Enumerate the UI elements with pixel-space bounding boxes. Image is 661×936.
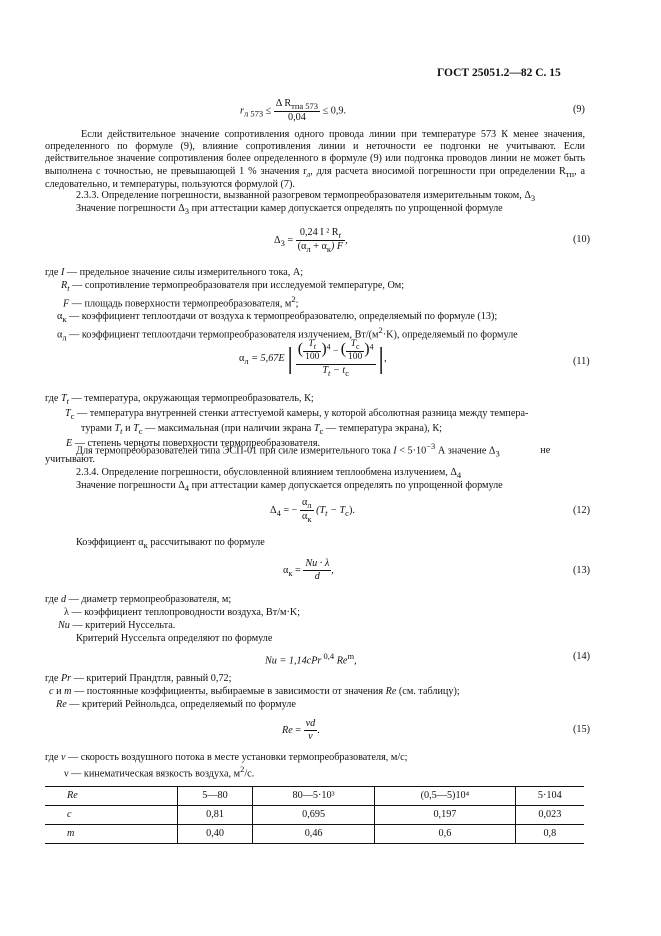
paragraph: Если действительное значение сопротивления одного провода линии при температуре 573 К менее значения, определенного по формуле (9), влияние сопротивления линии и неточности ее подгонки не учитывают. Если действительное значение сопротивления более определенного в формуле (9) или подгонка проводов линии не может быть выполнена с точностью, не превышающей 1 % значения $r_л$, для расчета вносимой погрешности при определении $R_{тп}$, а следовательно, и температуры, пользуются формулой (7). bbox=[45, 129, 585, 190]
formula-14: Nu = 1,14cPr $^{0,4}$ Re$^m$, bbox=[265, 651, 357, 667]
formula-number: (15) bbox=[573, 724, 590, 735]
where-list: где $T_t$ — температура, окружающая термопреобразователь, К; $T_c$ — температура внутренней стенки аттестуемой камеры, у которой абсолютная разница между темпера- турами $T_t$ и $T_c$ — максимальная (при наличии экрана $T_c$ — температура экрана), К; E — степень черноты поверхности термопреобразователя. bbox=[45, 393, 529, 449]
table-cell: 5·104 bbox=[515, 787, 584, 806]
table-cell: c bbox=[45, 806, 178, 825]
table-cell: 0,46 bbox=[253, 825, 375, 844]
section-2-3-4: 2.3.4. Определение погрешности, обусловленной влиянием теплообмена излучением, $\Delta_4$ bbox=[76, 467, 462, 481]
table-cell: 0,197 bbox=[375, 806, 515, 825]
table-cell: 0,023 bbox=[515, 806, 584, 825]
formula-number: (12) bbox=[573, 505, 590, 516]
table-cell: m bbox=[45, 825, 178, 844]
table-cell: 0,40 bbox=[178, 825, 253, 844]
where-list: где v — скорость воздушного потока в месте установки термопреобразователя, м/с; ν — кинематическая вязкость воздуха, $м^2/с$. bbox=[45, 752, 408, 780]
paragraph: Коэффициент $\alpha_к$ рассчитывают по формуле bbox=[76, 537, 265, 551]
table-cell: 80—5·10³ bbox=[253, 787, 375, 806]
formula-number: (13) bbox=[573, 565, 590, 576]
paragraph: Для термопреобразователей типа ЭСП-01 при силе измерительного тока $I < 5\cdot 10^{-3}$ А значение $\Delta_3$ не bbox=[76, 441, 551, 459]
table-cell: Re bbox=[45, 787, 178, 806]
paragraph: Значение погрешности $\Delta_4$ при аттестации камер допускается определять по упрощенной формуле bbox=[76, 480, 503, 494]
formula-11: $\alpha_л = 5,67E$ | ( $\frac{T_t}{100}$ )$^4$ − ( $\frac{T_c}{100}$ )$^4$ $T_t - t_c$ |, bbox=[239, 339, 387, 378]
table-cell: 0,8 bbox=[515, 825, 584, 844]
page-header: ГОСТ 25051.2—82 С. 15 bbox=[437, 67, 561, 79]
where-list: где d — диаметр термопреобразователя, м; λ — коэффициент теплопроводности воздуха, Вт/м·K; Nu — критерий Нуссельта. Критерий Нуссельта определяют по формуле bbox=[45, 594, 301, 645]
table-cell: 0,6 bbox=[375, 825, 515, 844]
formula-number: (9) bbox=[573, 104, 585, 115]
table-row bbox=[45, 806, 584, 825]
formula-number: (14) bbox=[573, 651, 590, 662]
table-row bbox=[45, 787, 584, 806]
formula-13: $\alpha_к$ = $\frac{Nu \cdot \lambda}{d}$ , bbox=[283, 558, 334, 583]
table-cell: 5—80 bbox=[178, 787, 253, 806]
table-row bbox=[45, 825, 584, 844]
formula-9: $r_{л 573}$ ≤ $\frac{\Delta R_{тпа 573}}{0,04}$ ≤ 0,9. bbox=[240, 98, 347, 124]
paragraph: Значение погрешности $\Delta_3$ при аттестации камер допускается определять по упрощенной формуле bbox=[76, 203, 503, 217]
table-cell: 0,81 bbox=[178, 806, 253, 825]
where-list: где I — предельное значение силы измерительного тока, А; $R_t$ — сопротивление термопреобразователя при исследуемой температуре, Ом; F — площадь поверхности термопреобразователя, $м^2$; $\alpha_к$ — коэффициент теплоотдачи от воздуха к термопреобразователю, определяемый по формуле (13); $\alpha_л$ — коэффициент теплоотдачи термопреобразователя излучением, $Вт/(м^2\cdot K)$, определяемый по формуле bbox=[45, 267, 518, 343]
formula-number: (11) bbox=[573, 356, 590, 367]
formula-number: (10) bbox=[573, 234, 590, 245]
paragraph: учитывают. bbox=[45, 454, 95, 465]
table-cell: (0,5—5)10⁴ bbox=[375, 787, 515, 806]
formula-15: Re = $\frac{vd}{\nu}$ . bbox=[282, 718, 320, 743]
formula-12: $\Delta_4$ = − $\frac{\alpha_л}{\alpha_к}$ $(T_t - T_c)$. bbox=[270, 497, 355, 525]
table-cell: 0,695 bbox=[253, 806, 375, 825]
coefficients-table bbox=[45, 786, 584, 844]
formula-10: $\Delta_3$ = $\frac{0,24 I ^2 R_t}{(\alpha_л + \alpha_к) F}$ , bbox=[274, 227, 348, 255]
where-list: где Pr — критерий Прандтля, равный 0,72; c и m — постоянные коэффициенты, выбираемые в зависимости от значения Re (см. таблицу); Re — критерий Рейнольдса, определяемый по формуле bbox=[45, 673, 460, 711]
section-2-3-3: 2.3.3. Определение погрешности, вызванной разогревом термопреобразователя измерительным током, $\Delta_3$ bbox=[76, 190, 536, 204]
